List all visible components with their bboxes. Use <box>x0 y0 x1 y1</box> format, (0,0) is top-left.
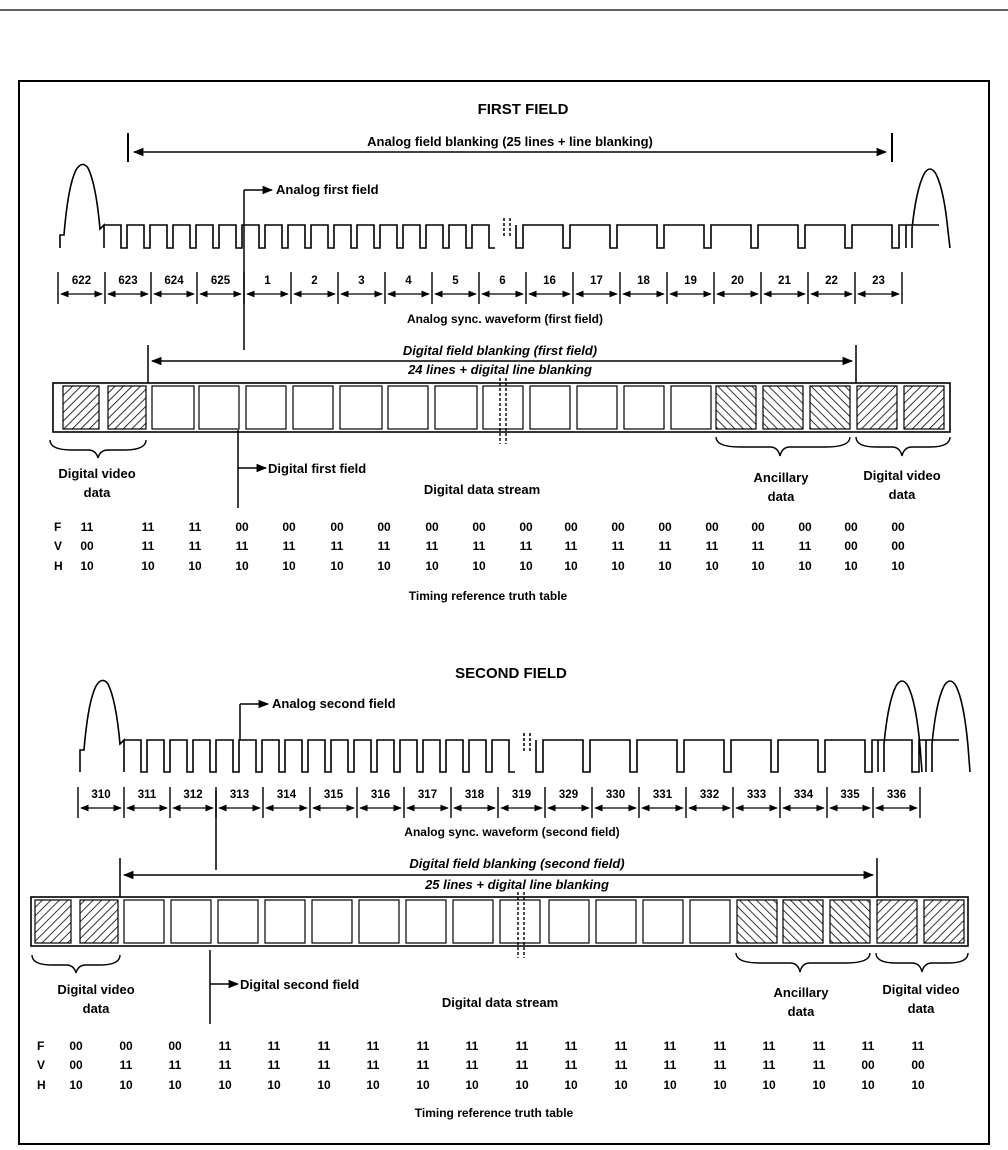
truth-table-cell: 00 <box>564 520 578 534</box>
blanking-line-block <box>500 900 540 943</box>
truth-table-cell: 10 <box>663 1078 677 1092</box>
truth-table-cell: 11 <box>317 1039 331 1053</box>
truth-table-cell: 00 <box>425 520 439 534</box>
blanking-line-block <box>152 386 194 429</box>
truth-table-cell: 00 <box>891 539 905 553</box>
truth-table-cell: 10 <box>377 559 391 573</box>
line-number: 332 <box>699 789 720 801</box>
second-digital-blanking-label-2: 25 lines + digital line blanking <box>425 877 609 892</box>
second-sync-caption: Analog sync. waveform (second field) <box>404 825 620 839</box>
line-number: 6 <box>499 275 506 287</box>
truth-table-row-label: V <box>37 1058 46 1072</box>
second-analog-sync-waveform <box>80 680 970 772</box>
line-number: 317 <box>417 789 438 801</box>
truth-table-cell: 11 <box>425 539 439 553</box>
truth-table-cell: 11 <box>751 539 765 553</box>
truth-table-cell: 11 <box>366 1039 380 1053</box>
truth-table-cell: 11 <box>519 539 533 553</box>
truth-table-cell: 11 <box>762 1039 776 1053</box>
second-left-data-label-2: data <box>82 1001 110 1016</box>
truth-table-cell: 10 <box>658 559 672 573</box>
first-right-data-label-1: Digital video <box>863 468 941 483</box>
figure-frame <box>19 81 989 1144</box>
truth-table-cell: 11 <box>168 1058 182 1072</box>
truth-table-cell: 11 <box>564 1058 578 1072</box>
second-right-data-label-1: Digital video <box>882 982 960 997</box>
truth-table-cell: 11 <box>141 539 155 553</box>
line-number: 319 <box>511 789 532 801</box>
line-number: 23 <box>872 275 885 287</box>
blanking-line-block <box>596 900 636 943</box>
line-number: 625 <box>210 275 231 287</box>
blanking-line-block <box>643 900 683 943</box>
truth-table-row-label: H <box>54 559 63 573</box>
first-ancillary-label-2: data <box>767 489 795 504</box>
first-analog-blanking-label: Analog field blanking (25 lines + line blanking) <box>367 134 653 149</box>
truth-table-cell: 10 <box>614 1078 628 1092</box>
truth-table-cell: 11 <box>472 539 486 553</box>
second-line-numbers <box>78 787 920 818</box>
first-field-title: FIRST FIELD <box>477 101 569 118</box>
truth-table-cell: 10 <box>69 1078 83 1092</box>
first-stream-label: Digital data stream <box>423 482 541 497</box>
ancillary-data-block <box>783 900 823 943</box>
first-analog-start-label: Analog first field <box>276 182 379 197</box>
first-analog-sync-waveform <box>60 164 950 248</box>
truth-table-cell: 11 <box>188 539 202 553</box>
truth-table-cell: 11 <box>141 520 155 534</box>
truth-table-cell: 10 <box>564 559 578 573</box>
truth-table-cell: 11 <box>911 1039 925 1053</box>
truth-table-cell: 00 <box>472 520 486 534</box>
first-left-data-brace <box>50 440 146 458</box>
second-ancillary-brace <box>736 953 870 972</box>
truth-table-cell: 11 <box>713 1058 727 1072</box>
truth-table-cell: 00 <box>911 1058 925 1072</box>
truth-table-cell: 10 <box>282 559 296 573</box>
truth-table-cell: 11 <box>465 1058 479 1072</box>
ancillary-data-block <box>830 900 870 943</box>
line-number: 17 <box>590 275 603 287</box>
truth-table-cell: 10 <box>330 559 344 573</box>
truth-table-cell: 11 <box>614 1058 628 1072</box>
blanking-line-block <box>340 386 382 429</box>
truth-table-cell: 10 <box>267 1078 281 1092</box>
ancillary-data-block <box>716 386 756 429</box>
blanking-line-block <box>549 900 589 943</box>
truth-table-cell: 11 <box>218 1058 232 1072</box>
line-number: 334 <box>793 789 814 801</box>
truth-table-cell: 00 <box>119 1039 133 1053</box>
truth-table-cell: 00 <box>658 520 672 534</box>
second-right-data-brace <box>876 953 968 972</box>
truth-table-cell: 10 <box>366 1078 380 1092</box>
truth-table-cell: 10 <box>861 1078 875 1092</box>
second-right-data-label-2: data <box>907 1001 935 1016</box>
truth-table-cell: 00 <box>235 520 249 534</box>
line-number: 16 <box>543 275 556 287</box>
truth-table-cell: 10 <box>141 559 155 573</box>
blanking-line-block <box>577 386 617 429</box>
truth-table-cell: 10 <box>812 1078 826 1092</box>
second-digital-blanking-label-1: Digital field blanking (second field) <box>409 856 625 871</box>
truth-table-cell: 11 <box>564 1039 578 1053</box>
truth-table-cell: 11 <box>282 539 296 553</box>
truth-table-cell: 10 <box>751 559 765 573</box>
truth-table-cell: 11 <box>188 520 202 534</box>
second-digital-data-stream <box>31 892 968 958</box>
video-data-block <box>80 900 118 943</box>
line-number: 4 <box>405 275 412 287</box>
blanking-line-block <box>388 386 428 429</box>
video-data-block <box>63 386 99 429</box>
truth-table-cell: 11 <box>416 1058 430 1072</box>
line-number: 5 <box>452 275 459 287</box>
first-right-data-label-2: data <box>888 487 916 502</box>
first-left-data-label-1: Digital video <box>58 466 136 481</box>
first-ancillary-label-1: Ancillary <box>753 470 809 485</box>
truth-table-cell: 00 <box>844 539 858 553</box>
truth-table-cell: 10 <box>564 1078 578 1092</box>
truth-table-cell: 00 <box>168 1039 182 1053</box>
truth-table-cell: 10 <box>705 559 719 573</box>
line-number: 314 <box>276 789 297 801</box>
line-number: 336 <box>886 789 907 801</box>
truth-table-row-label: H <box>37 1078 46 1092</box>
video-data-block <box>904 386 944 429</box>
line-number: 19 <box>684 275 697 287</box>
truth-table-cell: 00 <box>377 520 391 534</box>
truth-table-cell: 00 <box>282 520 296 534</box>
blanking-line-block <box>265 900 305 943</box>
blanking-line-block <box>312 900 352 943</box>
blanking-line-block <box>246 386 286 429</box>
blanking-line-block <box>406 900 446 943</box>
second-field-title: SECOND FIELD <box>455 665 567 682</box>
truth-table-row-label: F <box>37 1039 45 1053</box>
truth-table-cell: 10 <box>425 559 439 573</box>
truth-table-cell: 11 <box>267 1039 281 1053</box>
line-number: 331 <box>652 789 673 801</box>
blanking-line-block <box>483 386 523 429</box>
truth-table-cell: 11 <box>663 1058 677 1072</box>
truth-table-cell: 00 <box>519 520 533 534</box>
first-truth-table-caption: Timing reference truth table <box>408 589 568 603</box>
truth-table-cell: 11 <box>119 1058 133 1072</box>
blanking-line-block <box>690 900 730 943</box>
truth-table-cell: 10 <box>80 559 94 573</box>
truth-table-cell: 10 <box>713 1078 727 1092</box>
truth-table-cell: 11 <box>611 539 625 553</box>
truth-table-cell: 11 <box>267 1058 281 1072</box>
truth-table-cell: 11 <box>564 539 578 553</box>
ancillary-data-block <box>737 900 777 943</box>
truth-table-cell: 11 <box>663 1039 677 1053</box>
line-number: 312 <box>183 789 203 801</box>
truth-table-cell: 00 <box>69 1039 83 1053</box>
truth-table-cell: 10 <box>611 559 625 573</box>
ancillary-data-block <box>763 386 803 429</box>
blanking-line-block <box>530 386 570 429</box>
line-number: 330 <box>605 789 626 801</box>
line-number: 20 <box>731 275 744 287</box>
first-ancillary-brace <box>716 437 850 456</box>
truth-table-cell: 11 <box>465 1039 479 1053</box>
truth-table-cell: 10 <box>519 559 533 573</box>
truth-table-cell: 00 <box>705 520 719 534</box>
line-number: 3 <box>358 275 365 287</box>
truth-table-cell: 10 <box>911 1078 925 1092</box>
video-data-block <box>924 900 964 943</box>
truth-table-cell: 00 <box>844 520 858 534</box>
truth-table-cell: 11 <box>377 539 391 553</box>
line-number: 310 <box>91 789 111 801</box>
truth-table-cell: 11 <box>614 1039 628 1053</box>
truth-table-cell: 11 <box>515 1058 529 1072</box>
truth-table-cell: 00 <box>798 520 812 534</box>
blanking-line-block <box>171 900 211 943</box>
blanking-line-block <box>359 900 399 943</box>
first-sync-caption: Analog sync. waveform (first field) <box>406 312 604 326</box>
truth-table-cell: 10 <box>762 1078 776 1092</box>
blanking-line-block <box>124 900 164 943</box>
truth-table-cell: 10 <box>891 559 905 573</box>
truth-table-cell: 00 <box>611 520 625 534</box>
truth-table-cell: 11 <box>762 1058 776 1072</box>
truth-table-cell: 00 <box>861 1058 875 1072</box>
truth-table-cell: 11 <box>416 1039 430 1053</box>
blanking-line-block <box>199 386 239 429</box>
truth-table-cell: 00 <box>751 520 765 534</box>
video-data-block <box>35 900 71 943</box>
truth-table-cell: 10 <box>317 1078 331 1092</box>
first-line-numbers <box>58 272 902 304</box>
video-data-block <box>877 900 917 943</box>
first-digital-blanking-label-2: 24 lines + digital line blanking <box>408 362 592 377</box>
first-left-data-label-2: data <box>83 485 111 500</box>
first-digital-data-stream <box>53 378 950 444</box>
line-number: 316 <box>370 789 391 801</box>
first-field <box>50 101 950 603</box>
line-number: 1 <box>264 275 271 287</box>
truth-table-cell: 10 <box>465 1078 479 1092</box>
truth-table-cell: 10 <box>798 559 812 573</box>
line-number: 22 <box>825 275 838 287</box>
video-data-block <box>857 386 897 429</box>
second-stream-label: Digital data stream <box>441 995 559 1010</box>
truth-table-cell: 00 <box>80 539 94 553</box>
truth-table-cell: 10 <box>168 1078 182 1092</box>
truth-table-cell: 10 <box>235 559 249 573</box>
line-number: 18 <box>637 275 650 287</box>
truth-table-cell: 10 <box>218 1078 232 1092</box>
truth-table-cell: 11 <box>812 1058 826 1072</box>
truth-table-cell: 00 <box>330 520 344 534</box>
second-field <box>31 665 970 1120</box>
line-number: 624 <box>164 275 184 287</box>
blanking-line-block <box>624 386 664 429</box>
blanking-line-block <box>671 386 711 429</box>
line-number: 315 <box>323 789 344 801</box>
blanking-line-block <box>453 900 493 943</box>
line-number: 21 <box>778 275 791 287</box>
truth-table-cell: 10 <box>188 559 202 573</box>
second-truth-table <box>37 1039 925 1092</box>
line-number: 2 <box>311 275 318 287</box>
video-data-block <box>108 386 146 429</box>
second-ancillary-label-2: data <box>787 1004 815 1019</box>
truth-table-cell: 11 <box>235 539 249 553</box>
first-digital-blanking-label-1: Digital field blanking (first field) <box>402 343 598 358</box>
line-number: 622 <box>71 275 92 287</box>
second-analog-start-label: Analog second field <box>272 696 396 711</box>
line-number: 333 <box>746 789 767 801</box>
truth-table-cell: 11 <box>798 539 812 553</box>
line-number: 311 <box>137 789 157 801</box>
truth-table-cell: 11 <box>812 1039 826 1053</box>
ancillary-data-block <box>810 386 850 429</box>
second-digital-start-label: Digital second field <box>240 977 360 992</box>
line-number: 318 <box>464 789 485 801</box>
truth-table-cell: 11 <box>705 539 719 553</box>
second-truth-table-caption: Timing reference truth table <box>414 1106 574 1120</box>
first-digital-start-label: Digital first field <box>268 461 367 476</box>
truth-table-cell: 10 <box>472 559 486 573</box>
truth-table-cell: 00 <box>891 520 905 534</box>
blanking-line-block <box>293 386 333 429</box>
blanking-line-block <box>435 386 477 429</box>
first-right-data-brace <box>856 437 950 456</box>
truth-table-row-label: V <box>54 539 63 553</box>
truth-table-cell: 11 <box>366 1058 380 1072</box>
truth-table-cell: 11 <box>330 539 344 553</box>
blanking-line-block <box>218 900 258 943</box>
truth-table-cell: 11 <box>713 1039 727 1053</box>
truth-table-cell: 11 <box>317 1058 331 1072</box>
truth-table-cell: 11 <box>218 1039 232 1053</box>
truth-table-cell: 10 <box>515 1078 529 1092</box>
truth-table-cell: 11 <box>80 520 94 534</box>
second-left-data-label-1: Digital video <box>57 982 135 997</box>
second-ancillary-label-1: Ancillary <box>773 985 829 1000</box>
truth-table-cell: 11 <box>861 1039 875 1053</box>
truth-table-cell: 10 <box>416 1078 430 1092</box>
line-number: 335 <box>840 789 860 801</box>
truth-table-cell: 11 <box>658 539 672 553</box>
truth-table-cell: 00 <box>69 1058 83 1072</box>
truth-table-cell: 10 <box>119 1078 133 1092</box>
line-number: 313 <box>229 789 250 801</box>
first-truth-table <box>54 520 905 573</box>
second-left-data-brace <box>32 955 120 973</box>
truth-table-cell: 10 <box>844 559 858 573</box>
line-number: 329 <box>558 789 579 801</box>
truth-table-row-label: F <box>54 520 62 534</box>
truth-table-cell: 11 <box>515 1039 529 1053</box>
line-number: 623 <box>118 275 138 287</box>
